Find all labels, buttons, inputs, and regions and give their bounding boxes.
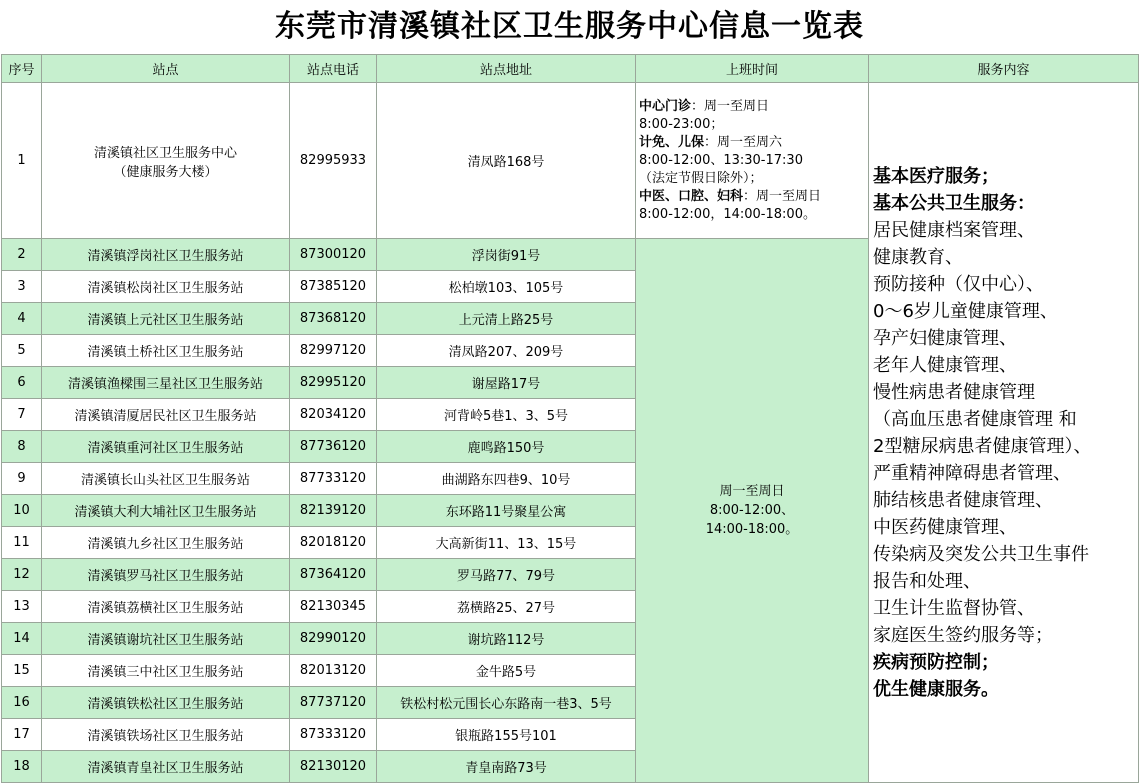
service-item: 卫生计生监督协管、 (873, 597, 1035, 619)
services-cell (869, 83, 1139, 783)
row-station: 清溪镇清厦居民社区卫生服务站 (42, 399, 290, 431)
row-station: 清溪镇谢坑社区卫生服务站 (42, 623, 290, 655)
row-index: 18 (2, 751, 42, 783)
row-index: 12 (2, 559, 42, 591)
row-station: 清溪镇铁场社区卫生服务站 (42, 719, 290, 751)
row-station: 清溪镇浮岗社区卫生服务站 (42, 239, 290, 271)
row-index: 2 (2, 239, 42, 271)
service-item: 家庭医生签约服务等； (873, 624, 1053, 646)
row-phone: 82997120 (290, 335, 377, 367)
row-phone: 87385120 (290, 271, 377, 303)
row-phone: 82018120 (290, 527, 377, 559)
service-item: 基本医疗服务； (873, 165, 999, 187)
row-address: 罗马路77、79号 (377, 559, 636, 591)
row-station: 清溪镇荔横社区卫生服务站 (42, 591, 290, 623)
immun-days: ：周一至周六 (704, 134, 783, 150)
row-station: 清溪镇渔樑围三星社区卫生服务站 (42, 367, 290, 399)
row-phone: 82139120 (290, 495, 377, 527)
center-hours (636, 83, 869, 239)
service-item: 基本公共卫生服务： (873, 192, 1035, 214)
row-address: 浮岗街91号 (377, 239, 636, 271)
row-index: 16 (2, 687, 42, 719)
service-item: 预防接种（仅中心）、 (873, 273, 1044, 295)
row-index: 6 (2, 367, 42, 399)
row-phone: 82013120 (290, 655, 377, 687)
row-address: 松柏墩103、105号 (377, 271, 636, 303)
row-phone: 87736120 (290, 431, 377, 463)
row-address: 铁松村松元围长心东路南一巷3、5号 (377, 687, 636, 719)
row-address: 清凤路168号 (377, 83, 636, 239)
row-address: 河背岭5巷1、3、5号 (377, 399, 636, 431)
header-phone: 站点电话 (290, 55, 377, 83)
immun-note: （法定节假日除外）； (639, 170, 763, 186)
row-station: 清溪镇重河社区卫生服务站 (42, 431, 290, 463)
row-phone: 82990120 (290, 623, 377, 655)
tcm-time: 8:00-12:00，14:00-18:00。 (639, 206, 816, 222)
service-item: 严重精神障碍患者管理、 (873, 462, 1071, 484)
row-index: 15 (2, 655, 42, 687)
clinic-days: ：周一至周日 (691, 98, 770, 114)
row-index: 1 (2, 83, 42, 239)
service-item: 居民健康档案管理、 (873, 219, 1035, 241)
row-station: 清溪镇长山头社区卫生服务站 (42, 463, 290, 495)
header-station: 站点 (42, 55, 290, 83)
station-hours-line1: 周一至周日 (719, 484, 785, 499)
row-address: 荔横路25、27号 (377, 591, 636, 623)
row-phone: 87364120 (290, 559, 377, 591)
row-station: 清溪镇上元社区卫生服务站 (42, 303, 290, 335)
row-address: 上元清上路25号 (377, 303, 636, 335)
service-item: 老年人健康管理、 (873, 354, 1017, 376)
station-hours (636, 239, 869, 783)
row-address: 谢坑路112号 (377, 623, 636, 655)
header-address: 站点地址 (377, 55, 636, 83)
row-phone: 87733120 (290, 463, 377, 495)
header-index: 序号 (2, 55, 42, 83)
row-station: 清溪镇铁松社区卫生服务站 (42, 687, 290, 719)
row-station: 清溪镇松岗社区卫生服务站 (42, 271, 290, 303)
clinic-time: 8:00-23:00； (639, 116, 724, 132)
row-address: 曲湖路东四巷9、10号 (377, 463, 636, 495)
service-item: 0～6岁儿童健康管理、 (873, 300, 1058, 322)
row-address: 青皇南路73号 (377, 751, 636, 783)
row-phone: 82995933 (290, 83, 377, 239)
service-item: 肺结核患者健康管理、 (873, 489, 1053, 511)
row-index: 7 (2, 399, 42, 431)
station-name: 清溪镇社区卫生服务中心 (93, 145, 237, 161)
row-phone: 87368120 (290, 303, 377, 335)
row-station: 清溪镇罗马社区卫生服务站 (42, 559, 290, 591)
service-item: 健康教育、 (873, 246, 963, 268)
row-station: 清溪镇九乡社区卫生服务站 (42, 527, 290, 559)
row-station: 清溪镇青皇社区卫生服务站 (42, 751, 290, 783)
page-title: 东莞市清溪镇社区卫生服务中心信息一览表 (275, 9, 864, 44)
tcm-days: ：周一至周日 (743, 188, 822, 204)
row-address: 谢屋路17号 (377, 367, 636, 399)
row-address: 鹿鸣路150号 (377, 431, 636, 463)
info-table (1, 54, 1139, 783)
service-item: （高血压患者健康管理 和 (873, 408, 1077, 430)
immun-label: 计免、儿保 (639, 134, 705, 150)
header-row (2, 55, 1139, 83)
service-item: 慢性病患者健康管理 (873, 381, 1035, 403)
service-item: 优生健康服务。 (873, 678, 999, 700)
station-hours-line2: 8:00-12:00、 (709, 503, 795, 518)
row-station: 清溪镇土桥社区卫生服务站 (42, 335, 290, 367)
service-item: 中医药健康管理、 (873, 516, 1017, 538)
station-hours-line3: 14:00-18:00。 (705, 522, 799, 537)
row-index: 10 (2, 495, 42, 527)
header-hours: 上班时间 (636, 55, 869, 83)
row-phone: 87300120 (290, 239, 377, 271)
row-index: 5 (2, 335, 42, 367)
row-phone: 82130345 (290, 591, 377, 623)
service-item: 传染病及突发公共卫生事件 (873, 543, 1089, 565)
row-index: 17 (2, 719, 42, 751)
service-item: 疾病预防控制； (873, 651, 999, 673)
service-item: 2型糖尿病患者健康管理）、 (873, 435, 1092, 457)
immun-time: 8:00-12:00、13:30-17:30 (639, 152, 803, 168)
row-address: 东环路11号聚星公寓 (377, 495, 636, 527)
row-address: 银瓶路155号101 (377, 719, 636, 751)
service-item: 报告和处理、 (873, 570, 981, 592)
row-index: 8 (2, 431, 42, 463)
row-station: 清溪镇大利大埔社区卫生服务站 (42, 495, 290, 527)
row-phone: 82130120 (290, 751, 377, 783)
station-subname: （健康服务大楼） (113, 164, 218, 180)
table-row (2, 83, 1139, 239)
row-index: 3 (2, 271, 42, 303)
row-index: 11 (2, 527, 42, 559)
row-index: 14 (2, 623, 42, 655)
clinic-label: 中心门诊 (639, 98, 692, 114)
row-address: 清凤路207、209号 (377, 335, 636, 367)
row-phone: 87737120 (290, 687, 377, 719)
tcm-label: 中医、口腔、妇科 (639, 188, 744, 204)
header-services: 服务内容 (869, 55, 1139, 83)
service-item: 孕产妇健康管理、 (873, 327, 1017, 349)
row-phone: 87333120 (290, 719, 377, 751)
row-index: 13 (2, 591, 42, 623)
row-index: 9 (2, 463, 42, 495)
row-address: 金牛路5号 (377, 655, 636, 687)
row-index: 4 (2, 303, 42, 335)
row-phone: 82995120 (290, 367, 377, 399)
row-phone: 82034120 (290, 399, 377, 431)
row-address: 大高新街11、13、15号 (377, 527, 636, 559)
row-station (42, 83, 290, 239)
row-station: 清溪镇三中社区卫生服务站 (42, 655, 290, 687)
